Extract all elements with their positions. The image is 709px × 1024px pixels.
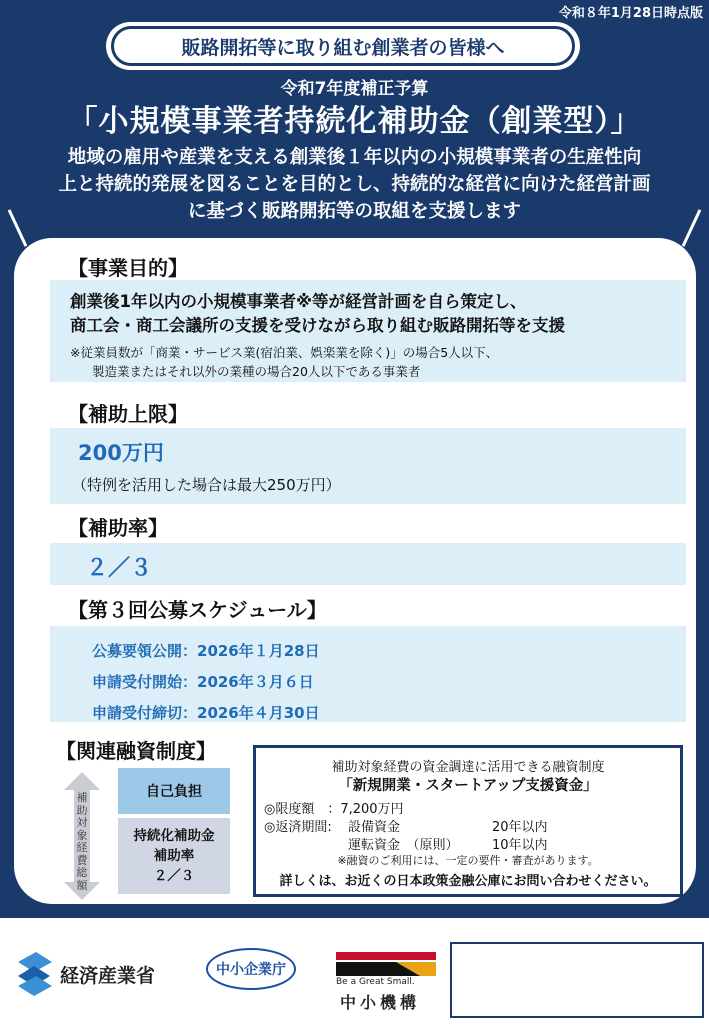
loan-contact: 詳しくは、お近くの日本政策金融公庫にお問い合わせください。 xyxy=(279,874,657,889)
loan-equipment-term: 20年以内 xyxy=(492,820,548,835)
purpose-note-line: 製造業またはそれ以外の業種の場合20人以下である事業者 xyxy=(92,364,421,379)
purpose-note xyxy=(70,343,498,381)
smrj-logo-icon xyxy=(336,952,436,976)
subsidy-line: 補助率 xyxy=(153,848,195,864)
loan-intro: 補助対象経費の資金調達に活用できる融資制度 xyxy=(331,760,605,775)
loan-period-label: ◎返済期間: xyxy=(264,820,332,835)
vertical-label: 補助対象経費総額 xyxy=(76,791,88,892)
purpose-text xyxy=(70,290,565,338)
loan-info-box xyxy=(253,745,683,897)
purpose-heading: 【事業目的】 xyxy=(68,256,188,280)
rate-heading: 【補助率】 xyxy=(68,516,168,540)
audience-pill: 販路開拓等に取り組む創業者の皆様へ xyxy=(111,26,575,66)
rate-value: ２／３ xyxy=(86,556,153,581)
smrj-logo-text: 中小機構 xyxy=(340,993,421,1012)
contact-stamp-box xyxy=(450,942,704,1018)
meti-logo-text: 経済産業省 xyxy=(60,965,156,987)
loan-limit: ◎限度額 ：7,200万円 xyxy=(264,802,404,817)
sme-agency-logo: 中小企業庁 xyxy=(206,948,296,990)
page-title: 「小規模事業者持続化補助金（創業型）」 xyxy=(67,104,642,139)
limit-heading: 【補助上限】 xyxy=(68,402,188,426)
purpose-line: 創業後1年以内の小規模事業者※等が経営計画を自ら策定し、 xyxy=(70,292,527,311)
schedule-item: 公募要領公開：2026年１月28日 xyxy=(92,642,320,660)
schedule-item: 申請受付締切：2026年４月30日 xyxy=(92,704,320,722)
meti-logo-icon xyxy=(14,950,56,998)
subsidy-box xyxy=(118,818,230,894)
purpose-line: 商工会・商工会議所の支援を受けながら取り組む販路開拓等を支援 xyxy=(70,316,565,335)
subtitle-line: 上と持続的発展を図ることを目的とし、持続的な経営に向けた経営計画 xyxy=(58,174,651,195)
subtitle-line: 地域の雇用や産業を支える創業後１年以内の小規模事業者の生産性向 xyxy=(67,147,642,168)
budget-label: 令和7年度補正予算 xyxy=(280,79,429,99)
loan-conditions-note: ※融資のご利用には、一定の要件・審査があります。 xyxy=(337,854,599,867)
smrj-tagline: Be a Great Small. xyxy=(336,977,415,987)
loan-equipment: 設備資金 xyxy=(348,820,401,835)
subtitle-line: に基づく販路開拓等の取組を支援します xyxy=(187,201,521,222)
purpose-note-line: ※従業員数が「商業・サービス業(宿泊業、娯楽業を除く)」の場合5人以下、 xyxy=(70,345,499,360)
loan-operating-term: 10年以内 xyxy=(492,838,548,853)
schedule-item: 申請受付開始：2026年３月６日 xyxy=(92,673,314,691)
loan-name: 「新規開業・スタートアップ支援資金」 xyxy=(338,778,598,794)
limit-amount: 200万円 xyxy=(78,441,164,465)
limit-note: （特例を活用した場合は最大250万円） xyxy=(72,476,341,494)
self-pay-box: 自己負担 xyxy=(118,768,230,814)
financing-heading: 【関連融資制度】 xyxy=(56,739,216,763)
page-subtitle xyxy=(0,144,709,225)
loan-operating: 運転資金 （原則） xyxy=(348,838,459,853)
subsidy-line: ２／３ xyxy=(153,868,195,884)
date-stamp: 令和８年1月28日時点版 xyxy=(558,6,703,21)
subsidy-line: 持続化補助金 xyxy=(133,828,215,844)
schedule-heading: 【第３回公募スケジュール】 xyxy=(68,598,327,622)
